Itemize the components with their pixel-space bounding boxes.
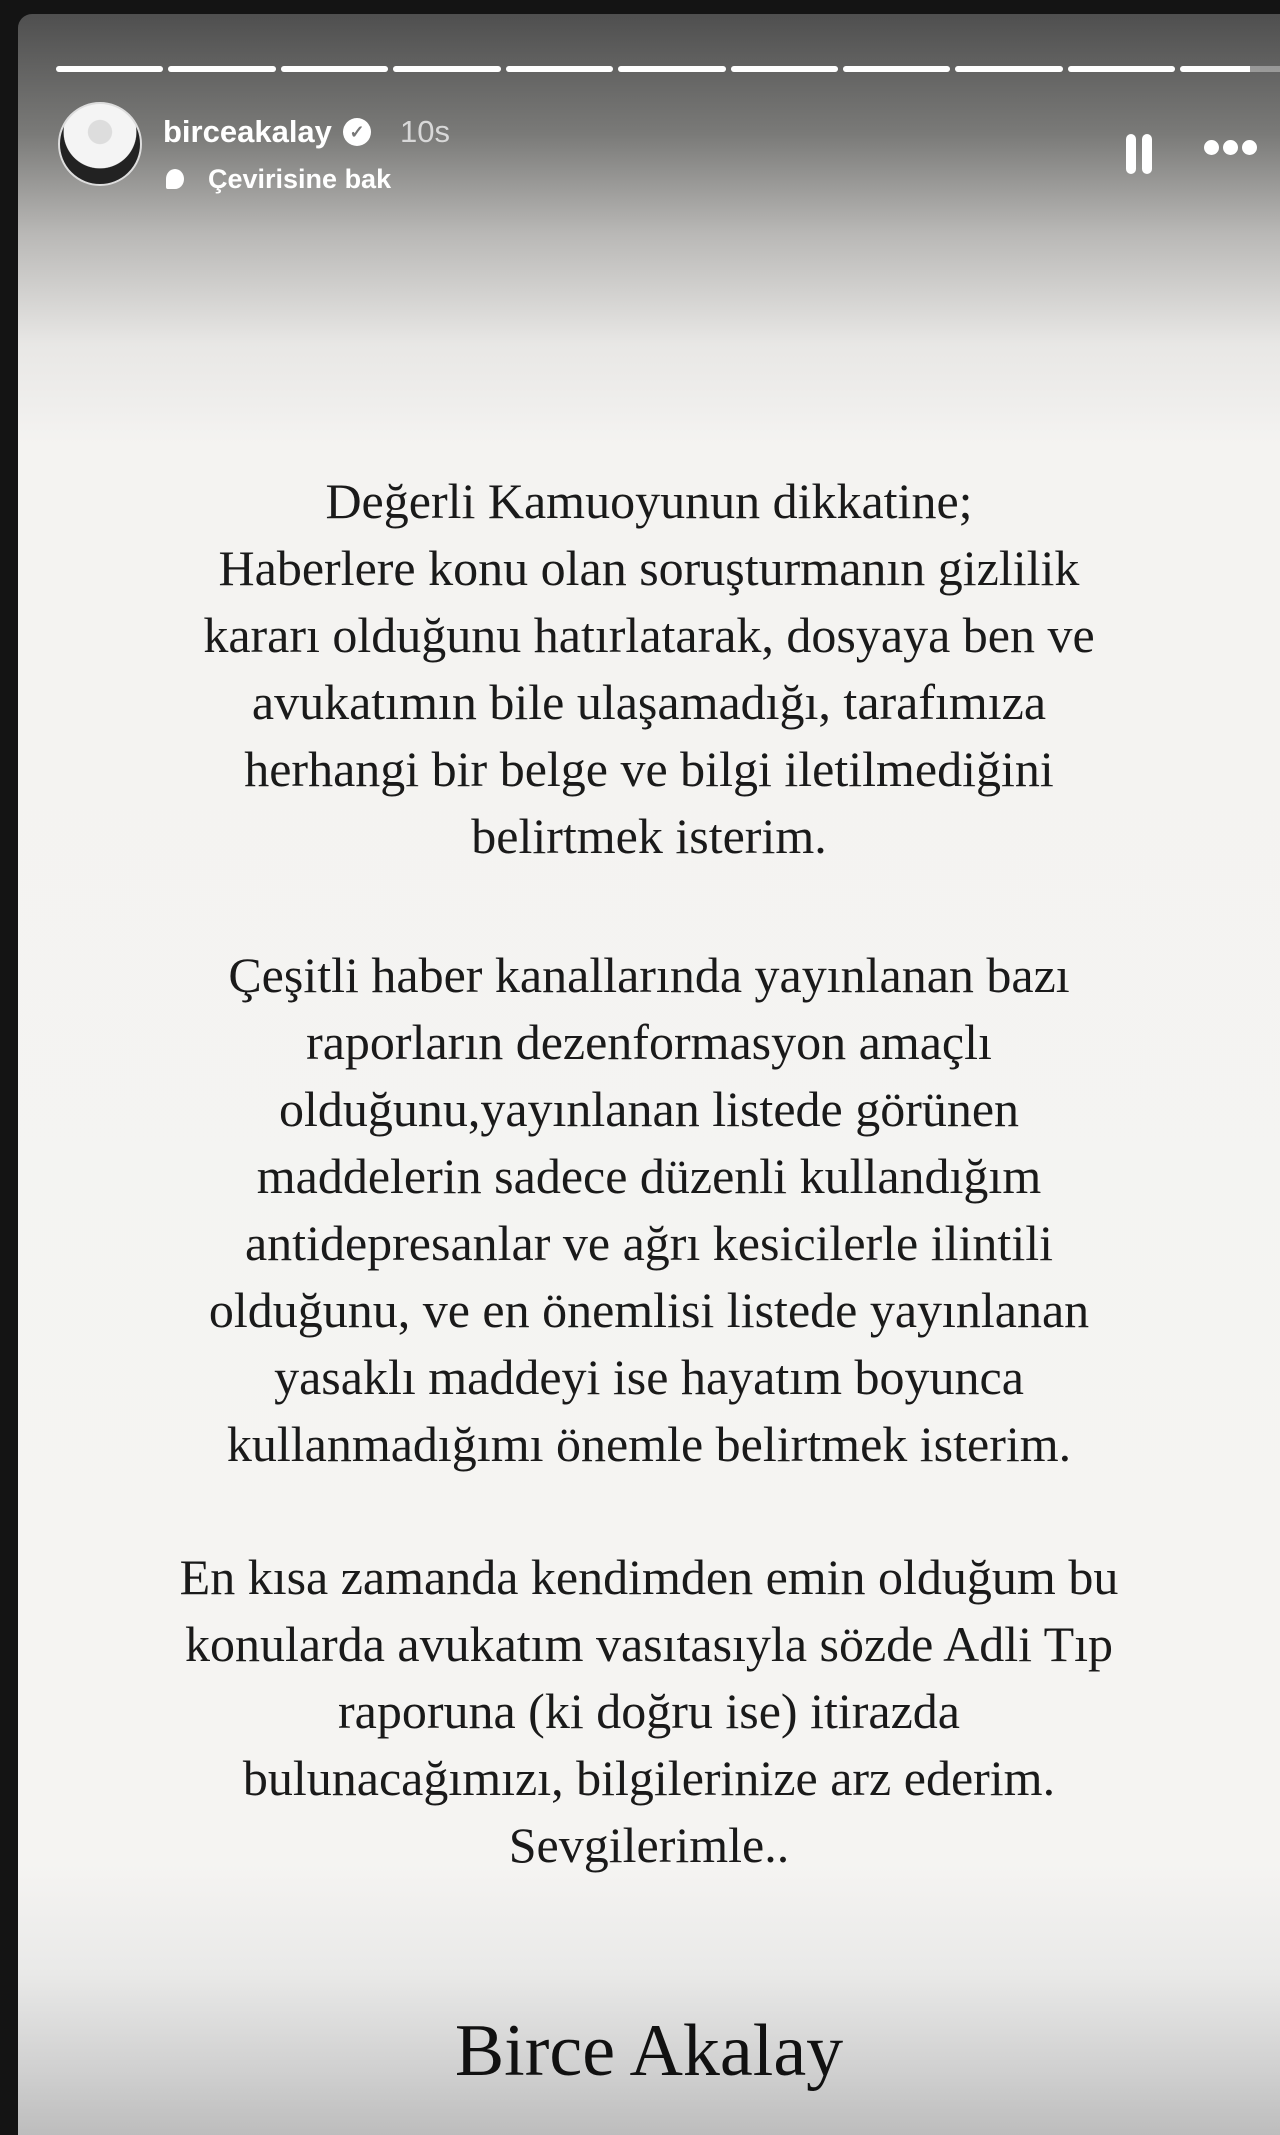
text-line: kullanmadığımı önemle belirtmek isterim. — [226, 1416, 1072, 1472]
progress-fill — [1180, 66, 1250, 72]
story-viewer — [18, 14, 1280, 2135]
dot — [1223, 140, 1238, 155]
avatar[interactable] — [58, 102, 142, 186]
progress-fill — [281, 66, 388, 72]
text-line: antidepresanlar ve ağrı kesicilerle ilintili — [244, 1215, 1053, 1271]
progress-fill — [843, 66, 950, 72]
text-line: maddelerin sadece düzenli kullandığım — [256, 1148, 1042, 1204]
progress-segment — [1180, 66, 1280, 72]
post-time: 10s — [400, 114, 450, 149]
progress-fill — [56, 66, 163, 72]
progress-segment — [1068, 66, 1175, 72]
progress-segment — [281, 66, 388, 72]
text-line: raporuna (ki doğru ise) itirazda — [338, 1683, 960, 1739]
progress-fill — [506, 66, 613, 72]
text-line: bulunacağımızı, bilgilerinize arz ederim. — [242, 1750, 1056, 1806]
dot — [1204, 140, 1219, 155]
progress-segment — [843, 66, 950, 72]
progress-segment — [393, 66, 500, 72]
more-options-button[interactable] — [1204, 140, 1257, 155]
text-line: olduğunu, ve en önemlisi listede yayınlanan — [208, 1282, 1090, 1338]
text-line: Haberlere konu olan soruşturmanın gizlilik — [218, 540, 1080, 596]
dot — [1242, 140, 1257, 155]
statement-paragraph-3 — [18, 1544, 1280, 1879]
text-line: raporların dezenformasyon amaçlı — [306, 1014, 992, 1070]
progress-fill — [618, 66, 725, 72]
pause-icon — [1142, 134, 1152, 174]
progress-fill — [393, 66, 500, 72]
progress-segment — [506, 66, 613, 72]
story-progress-bar — [56, 66, 1280, 72]
text-line: konularda avukatım vasıtasıyla sözde Adli Tıp — [184, 1616, 1114, 1672]
statement-paragraph-2 — [18, 942, 1280, 1478]
text-line: kararı olduğunu hatırlatarak, dosyaya ben ve — [203, 607, 1095, 663]
progress-segment — [955, 66, 1062, 72]
see-translation-link[interactable]: Çevirisine bak — [208, 164, 392, 194]
translate-bubble-icon — [166, 169, 184, 189]
progress-fill — [168, 66, 275, 72]
progress-fill — [955, 66, 1062, 72]
text-line: Çeşitli haber kanallarında yayınlanan bazı — [228, 947, 1070, 1003]
progress-segment — [618, 66, 725, 72]
pause-button[interactable] — [1126, 134, 1156, 178]
progress-segment — [168, 66, 275, 72]
signature: Birce Akalay — [454, 2010, 844, 2092]
pause-icon — [1126, 134, 1136, 174]
username[interactable]: birceakalay — [163, 114, 332, 149]
verified-badge-icon: ✓ — [343, 118, 371, 146]
text-line: avukatımın bile ulaşamadığı, tarafımıza — [251, 674, 1047, 730]
progress-segment — [56, 66, 163, 72]
text-line: En kısa zamanda kendimden emin olduğum bu — [179, 1549, 1119, 1605]
text-line: Sevgilerimle.. — [508, 1817, 790, 1873]
text-line: belirtmek isterim. — [471, 808, 827, 864]
text-line: Değerli Kamuoyunun dikkatine; — [325, 473, 973, 529]
progress-segment — [731, 66, 838, 72]
progress-fill — [1068, 66, 1175, 72]
text-line: herhangi bir belge ve bilgi iletilmediğini — [244, 741, 1054, 797]
statement-paragraph-1 — [18, 468, 1280, 870]
text-line: olduğunu,yayınlanan listede görünen — [278, 1081, 1020, 1137]
text-line: yasaklı maddeyi ise hayatım boyunca — [274, 1349, 1024, 1405]
progress-fill — [731, 66, 838, 72]
